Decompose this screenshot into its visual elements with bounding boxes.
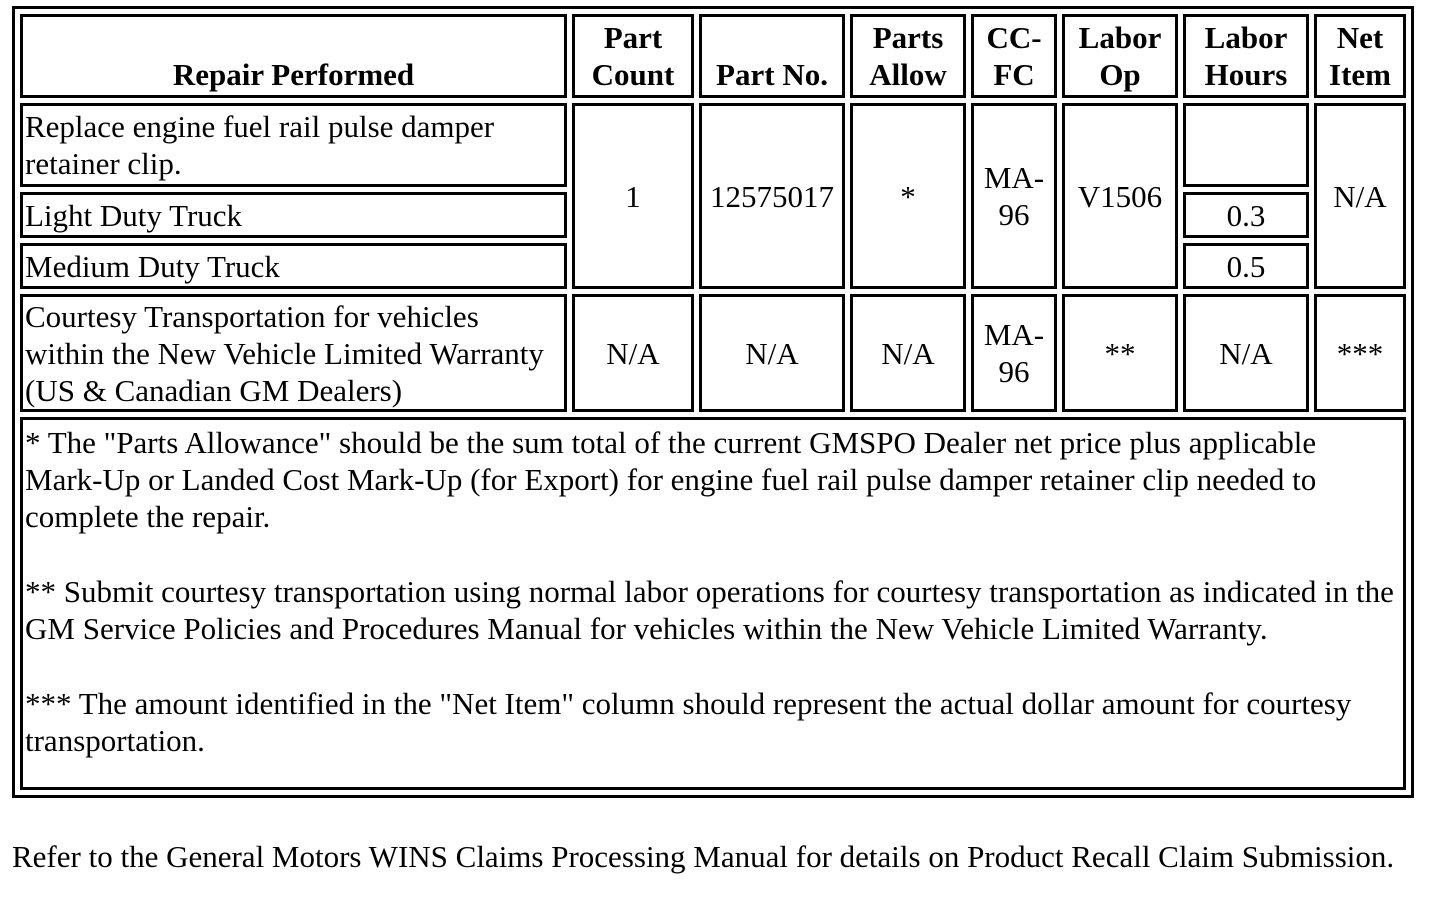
- courtesy-labor-op-cell: **: [1062, 294, 1178, 412]
- courtesy-part-no-cell: N/A: [699, 294, 845, 412]
- labor-op-cell: V1506: [1062, 103, 1178, 289]
- repair-pulse-damper-cell: Replace engine fuel rail pulse damper retainer clip.: [20, 103, 567, 187]
- notes-cell: [20, 417, 1406, 790]
- cc-fc-cell: MA- 96: [971, 103, 1057, 289]
- part-no-cell: 12575017: [699, 103, 845, 289]
- parts-allow-cell: *: [850, 103, 966, 289]
- note-net-item: *** The amount identified in the "Net Item" column should represent the actual dollar amount for courtesy transportation.: [25, 686, 1352, 758]
- table-row-pulse-damper: [20, 103, 1406, 187]
- repair-medium-duty-cell: Medium Duty Truck: [20, 243, 567, 289]
- courtesy-labor-hours-cell: N/A: [1183, 294, 1309, 412]
- header-parts-allow: Parts Allow: [850, 14, 966, 98]
- courtesy-net-item-cell: ***: [1314, 294, 1406, 412]
- header-part-count: Part Count: [572, 14, 694, 98]
- net-item-cell: N/A: [1314, 103, 1406, 289]
- table-row-notes: [20, 417, 1406, 790]
- repair-light-duty-cell: Light Duty Truck: [20, 192, 567, 238]
- labor-hours-light-cell: 0.3: [1183, 192, 1309, 238]
- footer-reference-text: Refer to the General Motors WINS Claims Processing Manual for details on Product Recall Claim Submission.: [12, 839, 1395, 874]
- header-part-no: Part No.: [699, 14, 845, 98]
- labor-hours-medium-cell: 0.5: [1183, 243, 1309, 289]
- note-parts-allowance: * The "Parts Allowance" should be the sum total of the current GMSPO Dealer net price plus applicable Mark-Up or Landed Cost Mark-Up (for Export) for engine fuel rail pulse damper retainer clip needed to complete the repair.: [25, 425, 1317, 534]
- note-courtesy-transportation: ** Submit courtesy transportation using normal labor operations for courtesy transportation as indicated in the GM Service Policies and Procedures Manual for vehicles within the New Vehicle Limited Warranty.: [25, 574, 1394, 646]
- courtesy-cc-fc-cell: MA- 96: [971, 294, 1057, 412]
- header-repair-performed: Repair Performed: [20, 14, 567, 98]
- header-cc-fc: CC- FC: [971, 14, 1057, 98]
- labor-claim-table: [12, 6, 1414, 798]
- header-row: [20, 14, 1406, 98]
- courtesy-count-cell: N/A: [572, 294, 694, 412]
- table-row-courtesy: [20, 294, 1406, 412]
- repair-courtesy-cell: Courtesy Transportation for vehicles within the New Vehicle Limited Warranty (US & Canadian GM Dealers): [20, 294, 567, 412]
- header-labor-hours: Labor Hours: [1183, 14, 1309, 98]
- header-labor-op: Labor Op: [1062, 14, 1178, 98]
- part-count-cell: 1: [572, 103, 694, 289]
- courtesy-parts-allow-cell: N/A: [850, 294, 966, 412]
- header-net-item: Net Item: [1314, 14, 1406, 98]
- labor-hours-empty-cell: [1183, 103, 1309, 187]
